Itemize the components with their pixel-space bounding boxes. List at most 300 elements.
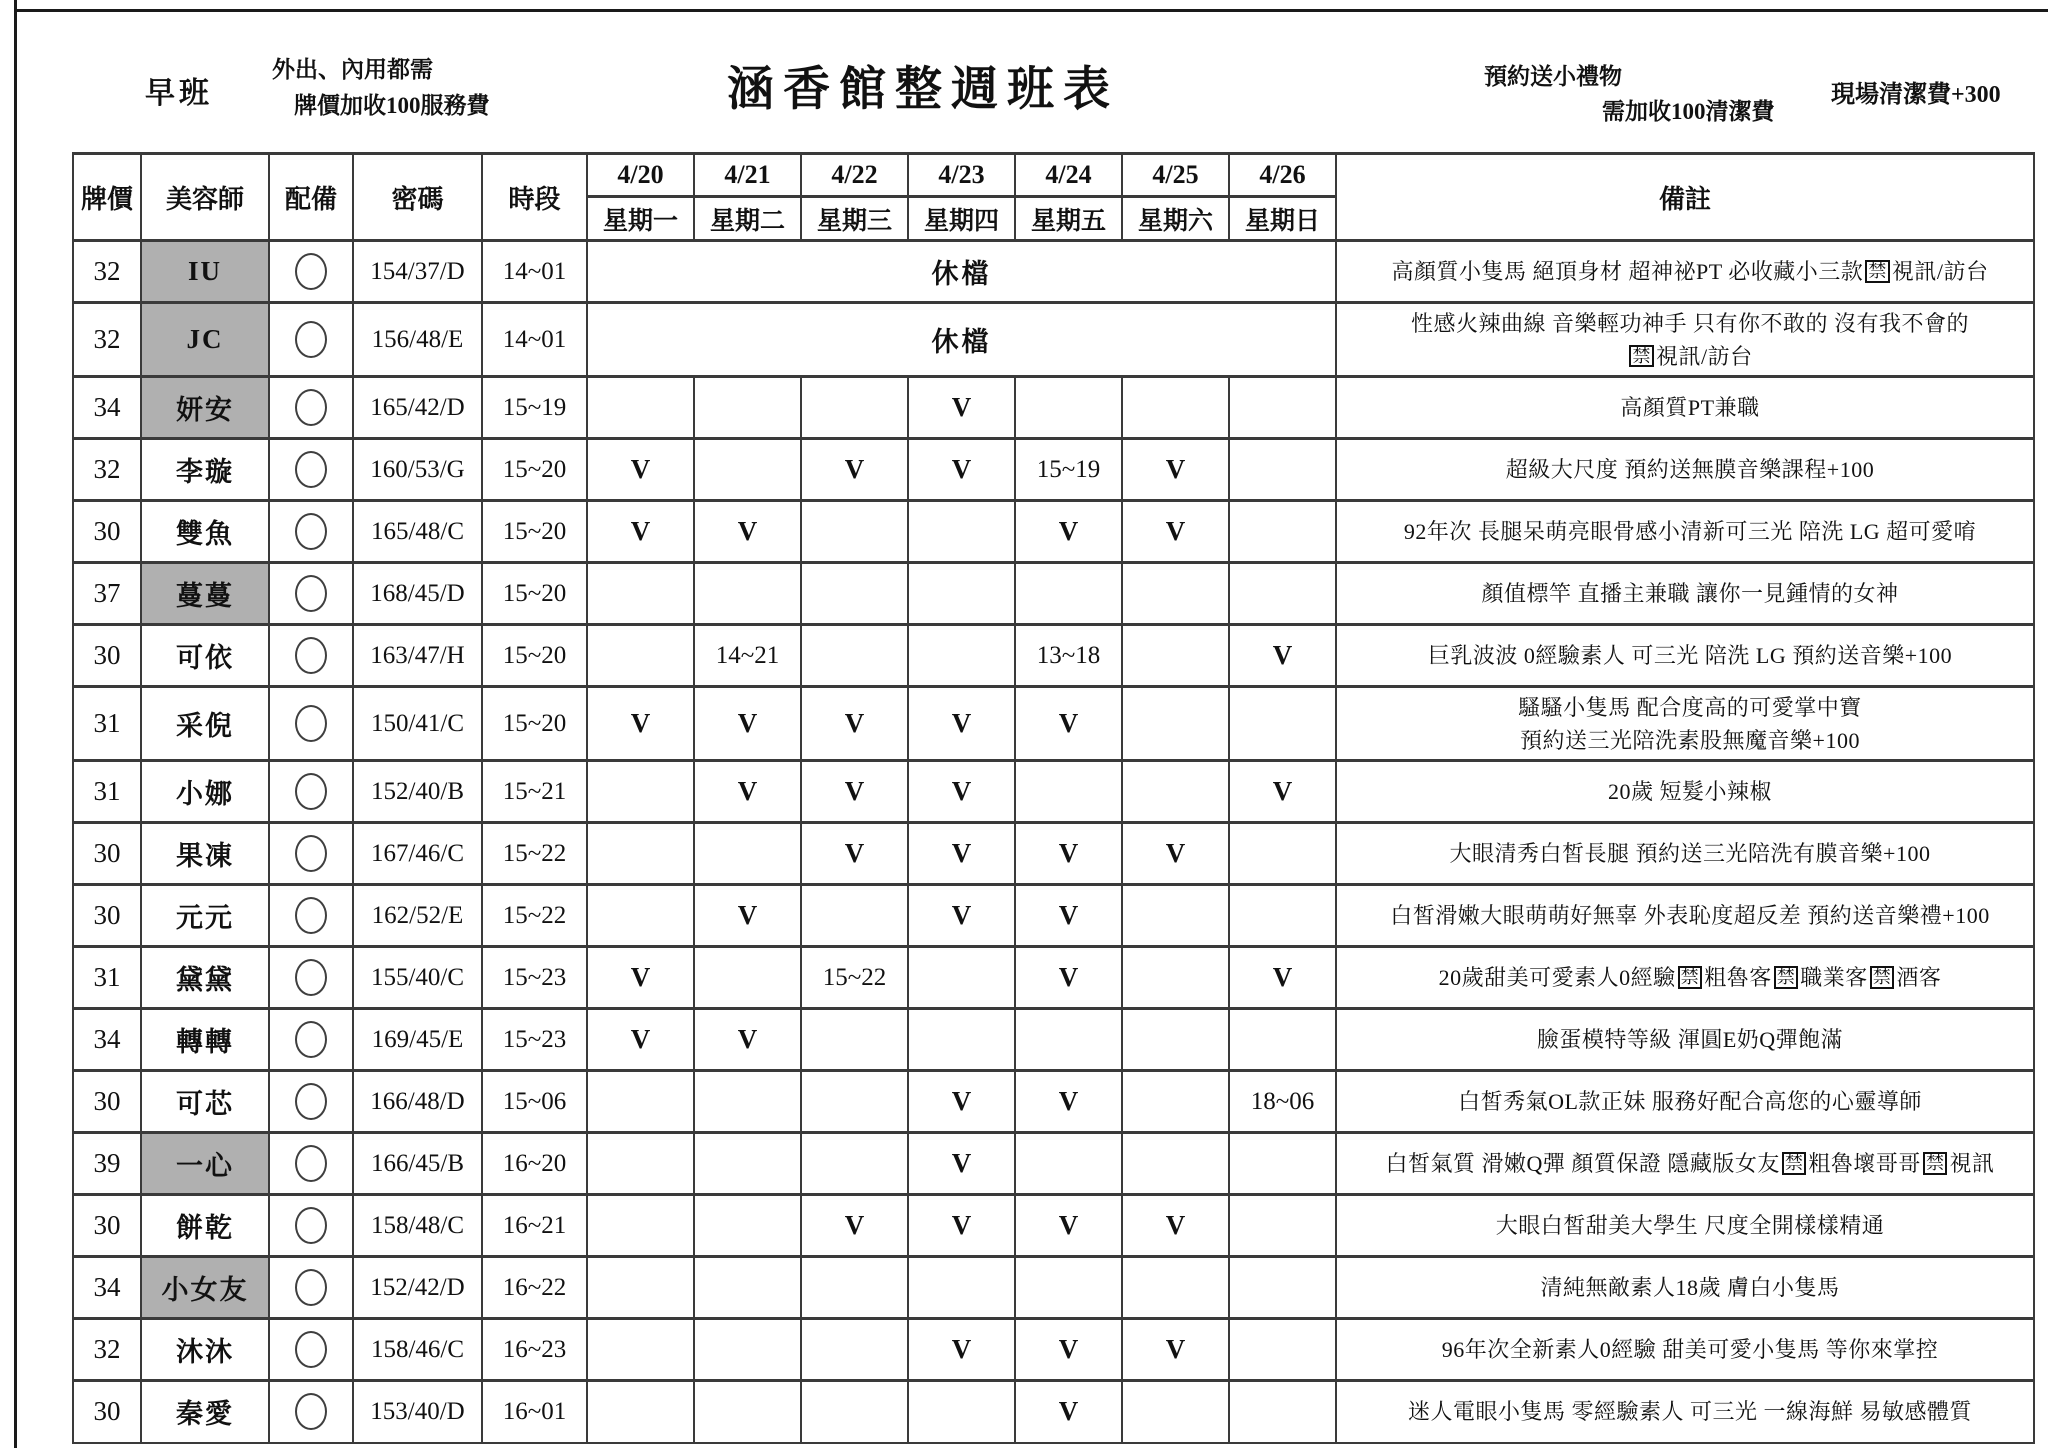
day-cell (908, 1257, 1015, 1319)
artist-name-cell: 采倪 (141, 687, 269, 761)
equip-circle-icon (295, 1269, 327, 1306)
prohibit-icon: 禁 (1865, 260, 1890, 283)
artist-name-cell: 雙魚 (141, 501, 269, 563)
available-mark: V (1058, 1086, 1079, 1116)
header-date-4/25: 4/25 (1122, 154, 1229, 197)
day-cell (694, 501, 801, 563)
code-cell: 158/46/C (353, 1319, 482, 1381)
day-cell (587, 823, 694, 885)
slot-cell: 15~20 (482, 563, 587, 625)
code-cell: 166/48/D (353, 1071, 482, 1133)
day-cell (694, 1071, 801, 1133)
code-cell: 150/41/C (353, 687, 482, 761)
price-cell: 34 (73, 1257, 141, 1319)
slot-cell: 15~06 (482, 1071, 587, 1133)
remark-cell (1336, 823, 2034, 885)
day-cell (801, 1133, 908, 1195)
header-slot: 時段 (482, 154, 587, 241)
day-cell (908, 501, 1015, 563)
code-cell: 168/45/D (353, 563, 482, 625)
day-cell (1015, 687, 1122, 761)
artist-name-cell: 可芯 (141, 1071, 269, 1133)
day-cell (1122, 377, 1229, 439)
day-cell (801, 687, 908, 761)
equip-cell (269, 1009, 353, 1071)
available-mark: V (951, 1334, 972, 1364)
available-mark: V (1272, 962, 1293, 992)
remark-line: 20歲 短髮小辣椒 (1607, 779, 1772, 804)
day-cell (1229, 439, 1336, 501)
slot-cell: 16~01 (482, 1381, 587, 1443)
day-cell (908, 1381, 1015, 1443)
equip-cell (269, 1133, 353, 1195)
equip-circle-icon (295, 705, 327, 742)
day-cell (801, 1257, 908, 1319)
equip-circle-icon (295, 1207, 327, 1244)
day-cell (1015, 947, 1122, 1009)
day-cell (587, 439, 694, 501)
code-cell: 163/47/H (353, 625, 482, 687)
slot-cell: 15~23 (482, 1009, 587, 1071)
code-cell: 155/40/C (353, 947, 482, 1009)
day-cell (908, 761, 1015, 823)
day-cell (1122, 1257, 1229, 1319)
header-date-4/22: 4/22 (801, 154, 908, 197)
equip-cell (269, 687, 353, 761)
weekly-schedule-table (72, 152, 2035, 1444)
code-cell: 158/48/C (353, 1195, 482, 1257)
day-cell (1015, 761, 1122, 823)
day-cell (587, 1071, 694, 1133)
day-cell (801, 885, 908, 947)
available-mark: V (1058, 708, 1079, 738)
equip-circle-icon (295, 451, 327, 488)
off-duty-cell: 休檔 (587, 303, 1336, 377)
day-cell (1015, 1257, 1122, 1319)
day-cell (1122, 1381, 1229, 1443)
table-row (73, 761, 2034, 823)
available-mark: V (1058, 962, 1079, 992)
day-cell (587, 947, 694, 1009)
available-mark: V (630, 454, 651, 484)
prohibit-icon: 禁 (1923, 1152, 1948, 1175)
remark-cell (1336, 1133, 2034, 1195)
available-mark: V (951, 392, 972, 422)
code-cell: 169/45/E (353, 1009, 482, 1071)
slot-cell: 15~19 (482, 377, 587, 439)
day-cell (908, 947, 1015, 1009)
header-weekday-3: 星期三 (801, 197, 908, 241)
slot-cell: 16~22 (482, 1257, 587, 1319)
header-weekday-5: 星期五 (1015, 197, 1122, 241)
code-cell: 165/42/D (353, 377, 482, 439)
slot-cell: 15~23 (482, 947, 587, 1009)
day-cell (801, 823, 908, 885)
code-cell: 153/40/D (353, 1381, 482, 1443)
price-cell: 30 (73, 501, 141, 563)
remark-line: 清純無敵素人18歲 膚白小隻馬 (1540, 1275, 1840, 1300)
available-mark: V (951, 1210, 972, 1240)
day-cell (1015, 1133, 1122, 1195)
code-cell: 165/48/C (353, 501, 482, 563)
day-cell: 14~21 (694, 625, 801, 687)
available-mark: V (630, 708, 651, 738)
remark-cell (1336, 1195, 2034, 1257)
remark-cell (1336, 377, 2034, 439)
table-row (73, 303, 2034, 377)
gift-note-line1: 預約送小禮物 (1484, 64, 1622, 89)
day-cell (908, 625, 1015, 687)
slot-cell: 15~20 (482, 439, 587, 501)
available-mark: V (1058, 516, 1079, 546)
price-cell: 30 (73, 625, 141, 687)
price-cell: 30 (73, 1071, 141, 1133)
remark-line: 迷人電眼小隻馬 零經驗素人 可三光 一線海鮮 易敏感體質 (1407, 1399, 1972, 1425)
day-cell (587, 1319, 694, 1381)
artist-name-cell: 餅乾 (141, 1195, 269, 1257)
price-cell: 30 (73, 1381, 141, 1443)
remark-line: 巨乳波波 0經驗素人 可三光 陪洗 LG 預約送音樂+100 (1427, 643, 1953, 668)
day-cell (1229, 1133, 1336, 1195)
day-cell (1229, 377, 1336, 439)
equip-cell (269, 241, 353, 303)
table-row (73, 1195, 2034, 1257)
code-cell: 154/37/D (353, 241, 482, 303)
equip-cell (269, 823, 353, 885)
day-cell (1229, 885, 1336, 947)
artist-name-cell: 妍安 (141, 377, 269, 439)
available-mark: V (1165, 1210, 1186, 1240)
code-cell: 162/52/E (353, 885, 482, 947)
artist-name-cell: 轉轉 (141, 1009, 269, 1071)
slot-cell: 16~20 (482, 1133, 587, 1195)
artist-name-cell: 果凍 (141, 823, 269, 885)
price-cell: 37 (73, 563, 141, 625)
remark-cell (1336, 241, 2034, 303)
day-cell (587, 1381, 694, 1443)
available-mark: V (844, 1210, 865, 1240)
code-cell: 152/42/D (353, 1257, 482, 1319)
onsite-cleaning-fee-note: 現場清潔費+300 (1831, 82, 2001, 108)
artist-name-cell: JC (141, 303, 269, 377)
slot-cell: 14~01 (482, 241, 587, 303)
table-row (73, 625, 2034, 687)
day-cell (1229, 687, 1336, 761)
available-mark: V (844, 454, 865, 484)
table-row (73, 241, 2034, 303)
shift-label: 早班 (145, 77, 213, 110)
remark-line: 白皙秀氣OL款正妹 服務好配合高您的心靈導師 (1458, 1089, 1922, 1114)
day-cell (908, 1071, 1015, 1133)
header-equip: 配備 (269, 154, 353, 241)
prohibit-icon: 禁 (1774, 966, 1799, 989)
equip-circle-icon (295, 321, 327, 358)
slot-cell: 15~21 (482, 761, 587, 823)
remark-line: 臉蛋模特等級 渾圓E奶Q彈飽滿 (1536, 1027, 1844, 1052)
remark-cell (1336, 1319, 2034, 1381)
day-cell (908, 1009, 1015, 1071)
available-mark: V (737, 776, 758, 806)
equip-cell (269, 439, 353, 501)
day-cell (1015, 377, 1122, 439)
day-cell (801, 1381, 908, 1443)
available-mark: V (844, 838, 865, 868)
day-cell (908, 687, 1015, 761)
artist-name-cell: 一心 (141, 1133, 269, 1195)
day-cell (1229, 1195, 1336, 1257)
available-mark: V (844, 708, 865, 738)
slot-cell: 15~20 (482, 625, 587, 687)
equip-circle-icon (295, 1021, 327, 1058)
day-cell (587, 625, 694, 687)
day-cell (694, 1195, 801, 1257)
remark-cell (1336, 303, 2034, 377)
equip-cell (269, 761, 353, 823)
header-date-4/24: 4/24 (1015, 154, 1122, 197)
day-cell (587, 501, 694, 563)
table-row (73, 1071, 2034, 1133)
available-mark: V (1058, 1210, 1079, 1240)
remark-line: 騷騷小隻馬 配合度高的可愛掌中寶 (1518, 694, 1862, 720)
day-cell (694, 377, 801, 439)
day-cell (1229, 1381, 1336, 1443)
day-cell: 18~06 (1229, 1071, 1336, 1133)
day-cell (1015, 823, 1122, 885)
table-row (73, 947, 2034, 1009)
equip-circle-icon (295, 389, 327, 426)
equip-cell (269, 885, 353, 947)
remark-line: 性感火辣曲線 音樂輕功神手 只有你不敢的 沒有我不會的 (1410, 310, 1969, 336)
day-cell (1122, 1133, 1229, 1195)
slot-cell: 16~21 (482, 1195, 587, 1257)
artist-name-cell: 蔓蔓 (141, 563, 269, 625)
day-cell (1122, 761, 1229, 823)
remark-line: 92年次 長腿呆萌亮眼骨感小清新可三光 陪洗 LG 超可愛唷 (1403, 519, 1977, 544)
equip-cell (269, 303, 353, 377)
price-cell: 34 (73, 377, 141, 439)
equip-circle-icon (295, 1393, 327, 1430)
equip-cell (269, 377, 353, 439)
header-weekday-1: 星期一 (587, 197, 694, 241)
artist-name-cell: IU (141, 241, 269, 303)
price-cell: 32 (73, 1319, 141, 1381)
gift-note-line2: 需加收100清潔費 (1602, 99, 1775, 124)
equip-circle-icon (295, 1083, 327, 1120)
day-cell (694, 823, 801, 885)
remark-cell (1336, 563, 2034, 625)
price-cell: 30 (73, 823, 141, 885)
remark-cell (1336, 1257, 2034, 1319)
day-cell (1122, 823, 1229, 885)
header-date-4/20: 4/20 (587, 154, 694, 197)
day-cell (587, 761, 694, 823)
header-weekday-2: 星期二 (694, 197, 801, 241)
day-cell (908, 439, 1015, 501)
remark-line: 高顏質小隻馬 絕頂身材 超神祕PT 必收藏小三款 禁 視訊/訪台 (1391, 259, 1989, 284)
day-cell (801, 377, 908, 439)
day-cell (801, 501, 908, 563)
day-cell (801, 439, 908, 501)
day-cell (694, 1319, 801, 1381)
day-cell (1229, 761, 1336, 823)
day-cell (801, 1195, 908, 1257)
available-mark: V (737, 516, 758, 546)
equip-circle-icon (295, 637, 327, 674)
header-date-4/26: 4/26 (1229, 154, 1336, 197)
day-cell (801, 761, 908, 823)
available-mark: V (630, 1024, 651, 1054)
available-mark: V (951, 1148, 972, 1178)
table-row (73, 377, 2034, 439)
day-cell (908, 823, 1015, 885)
slot-cell: 15~20 (482, 687, 587, 761)
service-fee-note-line1: 外出、內用都需 (272, 57, 433, 82)
day-cell (1122, 1319, 1229, 1381)
available-mark: V (951, 900, 972, 930)
code-cell: 156/48/E (353, 303, 482, 377)
available-mark: V (951, 454, 972, 484)
day-cell (587, 1133, 694, 1195)
remark-line: 顏值標竿 直播主兼職 讓你一見鍾情的女神 (1481, 581, 1899, 606)
equip-circle-icon (295, 897, 327, 934)
equip-cell (269, 1195, 353, 1257)
day-cell (694, 439, 801, 501)
available-mark: V (1165, 454, 1186, 484)
available-mark: V (1272, 776, 1293, 806)
artist-name-cell: 元元 (141, 885, 269, 947)
day-cell (1229, 1319, 1336, 1381)
prohibit-icon: 禁 (1678, 966, 1703, 989)
equip-cell (269, 501, 353, 563)
remark-cell (1336, 761, 2034, 823)
available-mark: V (951, 838, 972, 868)
day-cell (1122, 1009, 1229, 1071)
day-cell (908, 1319, 1015, 1381)
page-title: 涵香館整週班表 (727, 64, 1119, 116)
day-cell (1015, 563, 1122, 625)
available-mark: V (1272, 640, 1293, 670)
remark-cell (1336, 1009, 2034, 1071)
header-weekday-4: 星期四 (908, 197, 1015, 241)
slot-cell: 16~23 (482, 1319, 587, 1381)
day-cell (1122, 501, 1229, 563)
day-cell (1015, 1381, 1122, 1443)
header-remark: 備註 (1336, 154, 2034, 241)
service-fee-note-line2: 牌價加收100服務費 (294, 92, 490, 118)
day-cell (694, 885, 801, 947)
price-cell: 32 (73, 303, 141, 377)
available-mark: V (951, 708, 972, 738)
equip-cell (269, 563, 353, 625)
day-cell (908, 377, 1015, 439)
header-date-4/21: 4/21 (694, 154, 801, 197)
artist-name-cell: 小女友 (141, 1257, 269, 1319)
available-mark: V (630, 962, 651, 992)
day-cell (801, 563, 908, 625)
available-mark: V (1058, 838, 1079, 868)
day-cell (587, 377, 694, 439)
day-cell (1229, 947, 1336, 1009)
day-cell (1122, 947, 1229, 1009)
remark-cell (1336, 1071, 2034, 1133)
day-cell (587, 885, 694, 947)
price-cell: 30 (73, 885, 141, 947)
slot-cell: 14~01 (482, 303, 587, 377)
table-row (73, 563, 2034, 625)
available-mark: V (1058, 1396, 1079, 1427)
day-cell (587, 687, 694, 761)
day-cell (587, 1009, 694, 1071)
price-cell: 30 (73, 1195, 141, 1257)
day-cell (1229, 823, 1336, 885)
available-mark: V (951, 776, 972, 806)
table-row (73, 1257, 2034, 1319)
table-row (73, 1133, 2034, 1195)
code-cell: 166/45/B (353, 1133, 482, 1195)
equip-cell (269, 1319, 353, 1381)
table-row (73, 823, 2034, 885)
remark-line: 大眼白皙甜美大學生 尺度全開樣樣精通 (1495, 1213, 1885, 1238)
remark-cell (1336, 625, 2034, 687)
remark-line: 白皙氣質 滑嫩Q彈 顏質保證 隱藏版女友 禁 粗魯壞哥哥 禁 視訊 (1385, 1151, 1995, 1176)
header-price: 牌價 (73, 154, 141, 241)
price-cell: 39 (73, 1133, 141, 1195)
day-cell (694, 761, 801, 823)
day-cell (801, 625, 908, 687)
available-mark: V (844, 776, 865, 806)
day-cell (694, 563, 801, 625)
slot-cell: 15~22 (482, 823, 587, 885)
service-fee-note (272, 52, 490, 123)
price-cell: 31 (73, 947, 141, 1009)
day-cell (1015, 1009, 1122, 1071)
artist-name-cell: 可依 (141, 625, 269, 687)
header-row-dates (73, 154, 2034, 197)
available-mark: V (1165, 838, 1186, 868)
code-cell: 167/46/C (353, 823, 482, 885)
day-cell (1229, 563, 1336, 625)
remark-cell (1336, 885, 2034, 947)
table-row (73, 1319, 2034, 1381)
day-cell (1229, 1257, 1336, 1319)
day-cell (801, 1009, 908, 1071)
table-row (73, 885, 2034, 947)
day-cell (694, 1381, 801, 1443)
remark-line: 禁 視訊/訪台 (1337, 340, 2033, 373)
day-cell (1122, 625, 1229, 687)
available-mark: V (1165, 516, 1186, 546)
price-cell: 32 (73, 439, 141, 501)
day-cell (1122, 1195, 1229, 1257)
header-weekday-7: 星期日 (1229, 197, 1336, 241)
day-cell (1015, 501, 1122, 563)
day-cell (1122, 687, 1229, 761)
day-cell: 13~18 (1015, 625, 1122, 687)
day-cell (694, 1133, 801, 1195)
header-code: 密碼 (353, 154, 482, 241)
remark-cell (1336, 1381, 2034, 1443)
day-cell (587, 563, 694, 625)
table-row (73, 687, 2034, 761)
equip-circle-icon (295, 1331, 327, 1368)
available-mark: V (1165, 1334, 1186, 1364)
available-mark: V (737, 708, 758, 738)
available-mark: V (1058, 900, 1079, 930)
day-cell (587, 1257, 694, 1319)
equip-cell (269, 1257, 353, 1319)
day-cell (1229, 625, 1336, 687)
artist-name-cell: 黛黛 (141, 947, 269, 1009)
